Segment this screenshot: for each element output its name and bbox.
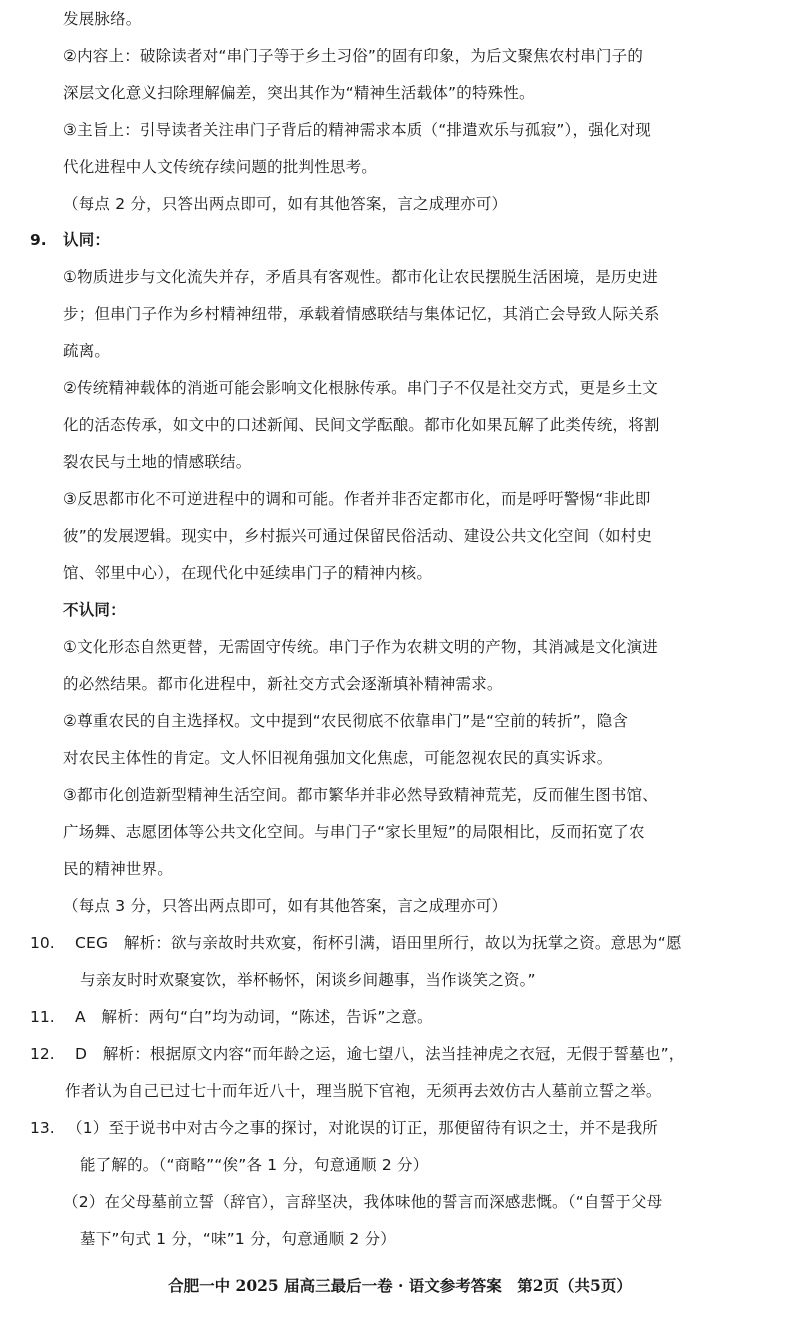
q9-disagree1-line2: 的必然结果。都市化进程中，新社交方式会逐渐填补精神需求。 — [63, 675, 503, 693]
q9-number: 9. — [30, 231, 47, 249]
q10-line2: 与亲友时时欢聚宴饮，举杯畅怀，闲谈乡间趣事，当作谈笑之资。” — [80, 971, 536, 989]
q9-disagree-heading: 不认同： — [63, 601, 126, 619]
text-line: 发展脉络。 — [63, 10, 142, 28]
q8-point2-line2: 深层文化意义扫除理解偏差，突出其作为“精神生活载体”的特殊性。 — [63, 84, 535, 102]
q9-disagree3-line3: 民的精神世界。 — [63, 860, 173, 878]
q10-line1: CEG 解析：欲与亲故时共欢宴，衔杯引满，语田里所行，故以为抚掌之资。意思为“愿 — [75, 934, 682, 952]
q9-agree3-line2: 彼”的发展逻辑。现实中，乡村振兴可通过保留民俗活动、建设公共文化空间（如村史 — [63, 527, 653, 545]
q9-scoring-note: （每点 3 分，只答出两点即可，如有其他答案，言之成理亦可） — [63, 897, 508, 915]
q8-point3-line2: 代化进程中人文传统存续问题的批判性思考。 — [63, 158, 378, 176]
q11-line1: A 解析：两句“白”均为动词，“陈述，告诉”之意。 — [75, 1008, 433, 1026]
q9-disagree1-line1: ①文化形态自然更替，无需固守传统。串门子作为农耕文明的产物，其消减是文化演进 — [63, 638, 658, 656]
q9-disagree2-line1: ②尊重农民的自主选择权。文中提到“农民彻底不依靠串门”是“空前的转折”，隐含 — [63, 712, 629, 730]
q12-line1: D 解析：根据原文内容“而年龄之运，逾七望八，法当挂神虎之衣冠，无假于誓墓也”， — [75, 1045, 685, 1063]
q9-agree2-line2: 化的活态传承，如文中的口述新闻、民间文学酝酿。都市化如果瓦解了此类传统，将割 — [63, 416, 660, 434]
q9-agree-heading: 认同： — [63, 231, 111, 249]
q13-part2-line1: （2）在父母墓前立誓（辞官），言辞坚决，我体味他的誓言而深感悲慨。（“自誓于父母 — [63, 1193, 663, 1211]
q9-disagree3-line1: ③都市化创造新型精神生活空间。都市繁华并非必然导致精神荒芜，反而催生图书馆、 — [63, 786, 658, 804]
q9-disagree3-line2: 广场舞、志愿团体等公共文化空间。与串门子“家长里短”的局限相比，反而拓宽了农 — [63, 823, 645, 841]
q9-agree1-line2: 步；但串门子作为乡村精神纽带，承载着情感联结与集体记忆，其消亡会导致人际关系 — [63, 305, 660, 323]
q13-part1-line2: 能了解的。（“商略”“俟”各 1 分，句意通顺 2 分） — [80, 1156, 429, 1174]
q9-agree3-line3: 馆、邻里中心），在现代化中延续串门子的精神内核。 — [63, 564, 433, 582]
q9-agree3-line1: ③反思都市化不可逆进程中的调和可能。作者并非否定都市化，而是呼吁警惕“非此即 — [63, 490, 651, 508]
q13-part2-line2: 墓下”句式 1 分，“味”1 分，句意通顺 2 分） — [80, 1230, 397, 1248]
q11-number: 11. — [30, 1008, 55, 1026]
q12-line2: 作者认为自己已过七十而年近八十，理当脱下官袍，无须再去效仿古人墓前立誓之举。 — [65, 1082, 662, 1100]
q9-agree2-line1: ②传统精神载体的消逝可能会影响文化根脉传承。串门子不仅是社交方式，更是乡土文 — [63, 379, 658, 397]
q12-number: 12. — [30, 1045, 55, 1063]
q8-point2-line1: ②内容上：破除读者对“串门子等于乡土习俗”的固有印象，为后文聚焦农村串门子的 — [63, 47, 644, 65]
q8-point3-line1: ③主旨上：引导读者关注串门子背后的精神需求本质（“排遣欢乐与孤寂”），强化对现 — [63, 121, 652, 139]
q10-number: 10. — [30, 934, 55, 952]
q13-part1-line1: （1）至于说书中对古今之事的探讨，对讹误的订正，那便留待有识之士，并不是我所 — [67, 1119, 658, 1137]
q9-disagree2-line2: 对农民主体性的肯定。文人怀旧视角强加文化焦虑，可能忽视农民的真实诉求。 — [63, 749, 613, 767]
q9-agree2-line3: 裂农民与土地的情感联结。 — [63, 453, 252, 471]
q13-number: 13. — [30, 1119, 55, 1137]
q8-scoring-note: （每点 2 分，只答出两点即可，如有其他答案，言之成理亦可） — [63, 195, 508, 213]
page-footer: 合肥一中 2025 届高三最后一卷 · 语文参考答案 第2页（共5页） — [168, 1276, 632, 1295]
q9-agree1-line3: 疏离。 — [63, 342, 111, 360]
q9-agree1-line1: ①物质进步与文化流失并存，矛盾具有客观性。都市化让农民摆脱生活困境，是历史进 — [63, 268, 658, 286]
